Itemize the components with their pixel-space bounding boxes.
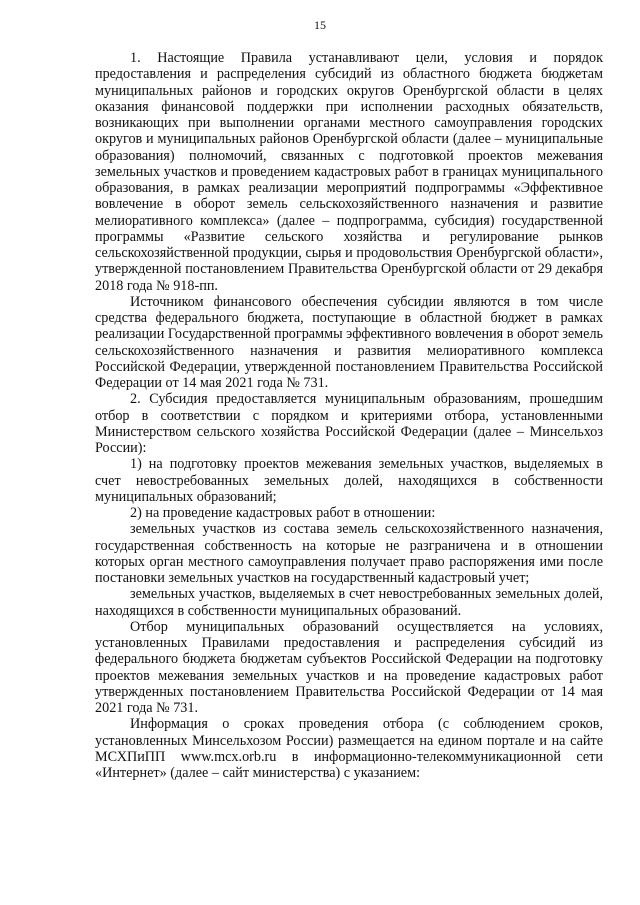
paragraph-7: земельных участков, выделяемых в счет невостребованных земельных долей, находящихся в собственности муниципальных образований. (95, 586, 603, 619)
paragraph-5: 2) на проведение кадастровых работ в отношении: (130, 505, 436, 521)
paragraph-3: 2. Субсидия предоставляется муниципальным образованиям, прошедшим отбор в соответствии с порядком и критериями отбора, установленными Министерством сельского хозяйства Российской Федерации (далее – Минсельхоз России): (95, 391, 603, 456)
paragraph-4: 1) на подготовку проектов межевания земельных участков, выделяемых в счет невостребованных земельных долей, находящихся в собственности муниципальных образований; (95, 456, 603, 505)
paragraph-6: земельных участков из состава земель сельскохозяйственного назначения, государственная собственность на которые не разграничена и в отношении которых орган местного самоуправления получает право распоряжения ими после постановки земельных участков на государственный кадастровый учет; (95, 521, 603, 586)
page-number: 15 (314, 18, 326, 32)
paragraph-8: Отбор муниципальных образований осуществляется на условиях, установленных Правилами предоставления и распределения субсидий из федерального бюджета бюджетам субъектов Российской Федерации на подготовку проектов межевания земельных участков и на проведение кадастровых работ утвержденных постановлением Правительства Российской Федерации от 14 мая 2021 года № 731. (95, 618, 603, 716)
paragraph-9: Информация о сроках проведения отбора (с соблюдением сроков, установленных Минсельхозом России) размещается на едином портале и на сайте МСХПиПП www.mcx.orb.ru в информационно-телекоммуникационной сети «Интернет» (далее – сайт министерства) с указанием: (95, 716, 603, 781)
document-body (95, 50, 603, 781)
paragraph-2: Источником финансового обеспечения субсидии являются в том числе средства федерального бюджета, поступающие в областной бюджет в рамках реализации Государственной программы эффективного вовлечения в оборот земель сельскохозяйственного назначения и развития мелиоративного комплекса Российской Федерации, утвержденной постановлением Правительства Российской Федерации от 14 мая 2021 года № 731. (95, 293, 603, 391)
paragraph-1: 1. Настоящие Правила устанавливают цели, условия и порядок предоставления и распределения субсидий из областного бюджета бюджетам муниципальных районов и городских округов Оренбургской области в целях оказания финансовой поддержки при исполнении расходных обязательств, возникающих при выполнении органами местного самоуправления городских округов и муниципальных районов Оренбургской области (далее – муниципальные образования) полномочий, связанных с подготовкой проектов межевания земельных участков и проведением кадастровых работ в границах муниципального образования, в рамках реализации мероприятий подпрограммы «Эффективное вовлечение в оборот земель сельскохозяйственного назначения и развитие мелиоративного комплекса» (далее – подпрограмма, субсидия) государственной программы «Развитие сельского хозяйства и регулирование рынков сельскохозяйственной продукции, сырья и продовольствия Оренбургской области», утвержденной постановлением Правительства Оренбургской области от 29 декабря 2018 года № 918-пп. (95, 50, 603, 294)
